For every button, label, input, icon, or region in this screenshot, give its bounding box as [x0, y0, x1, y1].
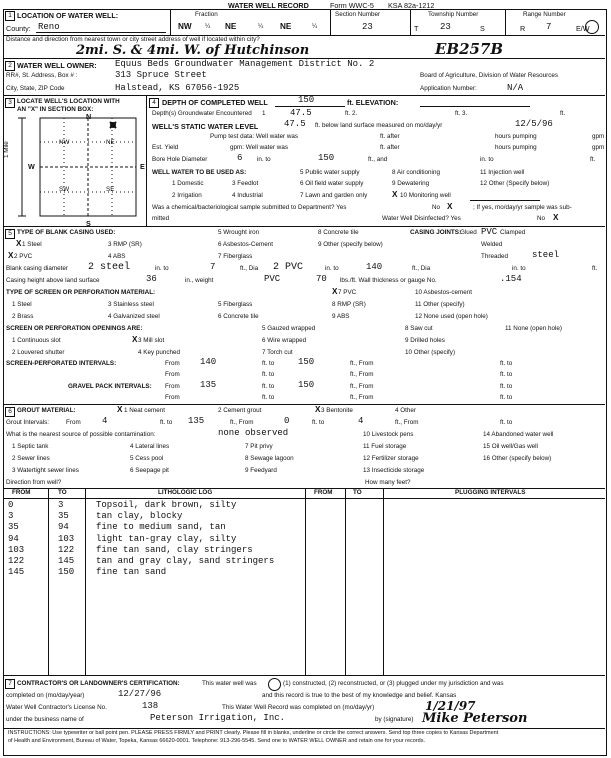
log-description: tan and gray clay, sand stringers	[96, 556, 275, 566]
log-from: 145	[8, 567, 25, 577]
log-description: Topsoil, dark brown, silty	[96, 500, 237, 510]
screen-brass: 2 Brass	[12, 313, 34, 320]
log-from-header: FROM	[12, 489, 31, 496]
gravel-from-label: From	[165, 383, 180, 390]
grout-ft-from: ft., From	[230, 419, 254, 426]
static-level-label: WELL'S STATIC WATER LEVEL	[152, 122, 259, 131]
gravel-to-tail-2: ft. to	[500, 394, 513, 401]
grout-intervals-label: Grout Intervals:	[6, 419, 50, 426]
divider	[170, 9, 171, 35]
section-3-label-2: AN "X" IN SECTION BOX:	[17, 106, 94, 113]
city-label: City, State, ZIP Code	[6, 85, 65, 92]
log-column-line	[85, 488, 86, 675]
source-seepage: 6 Seepage pit	[130, 467, 169, 474]
log-from: 122	[8, 556, 25, 566]
certification-label: CONTRACTOR'S OR LANDOWNER'S CERTIFICATION:	[17, 680, 180, 687]
screen-rmp: 8 RMP (SR)	[332, 301, 366, 308]
certification-line-1a: This water well was	[202, 680, 257, 687]
plug-header: PLUGGING INTERVALS	[455, 489, 526, 496]
casing-rmp: 3 RMP (SR)	[108, 241, 142, 248]
grout-from-value-2: 0	[284, 416, 290, 426]
mile-label: 1 Mile	[3, 141, 10, 158]
casing-diameter-label: Blank casing diameter	[6, 265, 68, 272]
casing-other: 9 Other (specify below)	[318, 241, 383, 248]
static-level-date: 12/5/96	[515, 119, 553, 129]
log-column-line	[383, 488, 384, 675]
casing-ft-dia-2: ft., Dia	[412, 265, 431, 272]
casing-abs: 4 ABS	[108, 253, 126, 260]
source-livestock: 10 Livestock pens	[363, 431, 414, 438]
distance-value: 2mi. S. & 4mi. W. of Hutchinson	[76, 43, 310, 58]
source-fertilizer: 12 Fertilizer storage	[363, 455, 419, 462]
encountered-1: 1	[262, 110, 266, 117]
source-abandoned: 14 Abandoned water well	[483, 431, 554, 438]
distance-label: Distance and direction from nearest town or city street address of well if located within city?	[6, 36, 260, 43]
gravel-ft-to: ft. to	[262, 383, 275, 390]
joints-clamped: Clamped	[500, 229, 526, 236]
divider	[3, 226, 605, 227]
screen-none: 12 None used (open hole)	[415, 313, 488, 320]
screen-pvc-x: X	[332, 287, 338, 296]
depth-value: 150	[298, 95, 315, 105]
grout-from-value: 4	[102, 416, 108, 426]
certification-line-1b: (1) constructed, (2) reconstructed, or (3) plugged under my jurisdiction and was	[283, 680, 504, 687]
opening-none: 11 None (open hole)	[505, 325, 562, 332]
signature-label: by (signature)	[375, 716, 414, 723]
log-to: 103	[58, 534, 75, 544]
encountered-label: Depth(s) Groundwater Encountered	[152, 110, 252, 117]
gravel-ft-from: ft., From	[350, 383, 374, 390]
business-label: under the business name of	[6, 716, 84, 723]
bore-label: Bore Hole Diameter	[152, 156, 208, 163]
fraction-1: NW	[178, 22, 192, 31]
use-oilfield: 6 Oil field water supply	[300, 180, 364, 187]
form-number: Form WWC-5	[330, 1, 374, 10]
plug-from-header: FROM	[314, 489, 333, 496]
source-lateral: 4 Lateral lines	[130, 443, 170, 450]
casing-weight: PVC	[264, 274, 281, 284]
use-irrigation: 2 Irrigation	[172, 192, 202, 199]
screen-pvc: 7 PVC	[338, 289, 357, 296]
casing-diameter-2: 2 PVC	[273, 262, 304, 273]
application-label: Application Number:	[420, 85, 477, 92]
opening-torch: 7 Torch cut	[262, 349, 293, 356]
elevation-line	[420, 106, 530, 107]
business-name: Peterson Irrigation, Inc.	[150, 713, 286, 723]
opening-key: 4 Key punched	[138, 349, 181, 356]
casing-height: 36	[146, 274, 157, 284]
township-label: Township Number	[428, 11, 479, 18]
depth-line	[275, 106, 345, 107]
joints-welded: Welded	[481, 241, 503, 248]
instructions-line-1: INSTRUCTIONS: Use typewriter or ball point pen. PLEASE PRESS FIRMLY and PRINT clearly. Please fill in blanks, underline or circle the correct answers. Send top three copies to Kansas Department	[8, 730, 499, 736]
grout-ft-to-2: ft. to	[312, 419, 325, 426]
plug-to-header: TO	[353, 489, 362, 496]
certification-line-2b: and this record is true to the best of my knowledge and belief. Kansas	[262, 692, 457, 699]
direction-label: Direction from well?	[6, 479, 62, 486]
log-column-line	[48, 488, 49, 675]
log-from: 103	[8, 545, 25, 555]
county-line	[36, 32, 166, 33]
opening-other: 10 Other (specify)	[405, 349, 456, 356]
completed-label: completed on (mo/day/year)	[6, 692, 85, 699]
casing-concrete: 8 Concrete tile	[318, 229, 359, 236]
casing-wrought: 5 Wrought iron	[218, 229, 260, 236]
disinfected-label: Water Well Disinfected? Yes	[382, 215, 461, 222]
est-hours: hours pumping	[495, 144, 537, 151]
log-description: tan clay, blocky	[96, 511, 183, 521]
chem-no-x: X	[447, 202, 453, 211]
grout-ft-to-3: ft. to	[500, 419, 513, 426]
grout-from-label: From	[66, 419, 81, 426]
log-column-line	[305, 488, 306, 675]
log-to: 94	[58, 522, 69, 532]
screen-to-value: 150	[298, 357, 315, 367]
est-after: ft. after	[380, 144, 400, 151]
bore-ft: ft.	[590, 156, 596, 163]
bore-in-to: in. to	[257, 156, 271, 163]
divider	[146, 95, 147, 226]
divider	[3, 498, 605, 499]
screen-from-label-2: From	[165, 371, 180, 378]
west-label: W	[28, 162, 35, 171]
section-2-label: WATER WELL OWNER:	[17, 61, 97, 70]
use-public: 5 Public water supply	[300, 169, 360, 176]
encountered-2: ft. 2.	[345, 110, 358, 117]
screen-concrete: 6 Concrete tile	[218, 313, 259, 320]
grout-ft-from-3: ft., From	[395, 419, 419, 426]
contamination-value: none observed	[218, 428, 289, 438]
grout-neat: 1 Neat cement	[124, 407, 165, 414]
casing-steel: 1 Steel	[22, 241, 42, 248]
screen-ft-from-2: ft., From	[350, 371, 374, 378]
log-from: 3	[8, 511, 14, 521]
log-lithologic-header: LITHOLOGIC LOG	[158, 489, 213, 496]
section-4-number: 4	[149, 98, 159, 108]
address-label: RR#, St. Address, Box # :	[6, 72, 78, 79]
opening-louvered: 2 Louvered shutter	[12, 349, 65, 356]
casing-diameter-1: 2 steel	[88, 262, 131, 273]
screen-galvanized: 4 Galvanized steel	[108, 313, 160, 320]
north-label: N	[86, 112, 92, 121]
source-insecticide: 13 Insecticide storage	[363, 467, 425, 474]
section-1-number: 1	[5, 11, 15, 21]
est-gpm: gpm	[592, 144, 605, 151]
casing-fiberglass: 7 Fiberglass	[218, 253, 253, 260]
fraction-3: NE	[280, 22, 292, 31]
grout-ft-to: ft. to	[160, 419, 173, 426]
grout-label: GROUT MATERIAL:	[17, 407, 76, 414]
section-3-number: 3	[5, 98, 15, 108]
ne-label: NE	[106, 139, 115, 146]
use-other: 12 Other (Specify below)	[480, 180, 550, 187]
section-number-label: Section Number	[335, 11, 381, 18]
opening-sawcut: 8 Saw cut	[405, 325, 433, 332]
gravel-to-tail: ft. to	[500, 383, 513, 390]
owner-city: Halstead, KS 67056-1925	[115, 83, 240, 93]
fraction-2: NE	[225, 22, 237, 31]
casing-ft-dia: ft., Dia	[240, 265, 259, 272]
county-value: Reno	[38, 22, 60, 32]
opening-mill: 3 Mill slot	[138, 337, 165, 344]
ksa-number: KSA 82a-1212	[388, 1, 435, 10]
log-from: 94	[8, 534, 19, 544]
use-domestic: 1 Domestic	[172, 180, 204, 187]
range-ew: E/W	[576, 24, 590, 33]
log-description: fine to medium sand, tan	[96, 522, 226, 532]
use-monitoring: 10 Monitoring well	[400, 192, 451, 199]
se-label: SE	[106, 186, 115, 193]
divider	[330, 9, 331, 35]
log-column-line	[345, 488, 346, 675]
casing-height-label: Casing height above land surface	[6, 277, 100, 284]
record-stamp: EB257B	[435, 40, 504, 58]
east-label: E	[140, 162, 145, 171]
opening-mill-x: X	[132, 335, 138, 344]
static-level-value: 47.5	[284, 119, 306, 129]
screen-from-value: 140	[200, 357, 217, 367]
casing-to-1: 7	[210, 262, 216, 272]
record-completed-date: 1/21/97	[425, 699, 476, 713]
casing-lbs: lbs./ft. Wall thickness or gauge No.	[340, 277, 437, 284]
screen-to-tail: ft. to	[500, 360, 513, 367]
joints-glued-value: PVC	[481, 227, 498, 237]
township-s: S	[480, 24, 485, 33]
divider	[3, 675, 605, 676]
source-pit: 7 Pit privy	[245, 443, 273, 450]
pump-gpm: gpm	[592, 133, 605, 140]
section-7-number: 7	[5, 679, 15, 689]
screen-from-label: From	[165, 360, 180, 367]
casing-gauge: .154	[500, 274, 522, 284]
chem-tail: ; If yes, mo/day/yr sample was sub-	[473, 204, 572, 211]
gravel-from-label-2: From	[165, 394, 180, 401]
fraction-quarter-1: ¼	[205, 23, 211, 30]
source-cess: 5 Cess pool	[130, 455, 164, 462]
use-other-line	[470, 200, 540, 201]
encountered-3: ft. 3.	[455, 110, 468, 117]
county-label: County:	[6, 24, 31, 33]
screen-steel: 1 Steel	[12, 301, 32, 308]
log-description: fine tan sand	[96, 567, 167, 577]
screen-stainless: 3 Stainless steel	[108, 301, 154, 308]
south-label: S	[86, 219, 91, 228]
use-label: WELL WATER TO BE USED AS:	[152, 169, 247, 176]
casing-pvc: 2 PVC	[14, 253, 33, 260]
opening-wire: 6 Wire wrapped	[262, 337, 307, 344]
opening-gauzed: 5 Gauzed wrapped	[262, 325, 316, 332]
license-number: 138	[142, 701, 159, 711]
use-monitoring-x: X	[392, 190, 398, 199]
signature: Mike Peterson	[422, 711, 528, 726]
use-industrial: 4 Industrial	[232, 192, 263, 199]
casing-weight-2: 70	[316, 274, 327, 284]
static-level-tail: ft. below land surface measured on mo/day/yr	[315, 122, 443, 129]
section-5-number: 5	[5, 229, 15, 239]
joints-threaded: Threaded	[481, 253, 508, 260]
log-to: 145	[58, 556, 75, 566]
owner-name: Equus Beds Groundwater Management District No. 2	[115, 59, 375, 69]
gravel-to-value: 150	[298, 380, 315, 390]
chem-no: No	[432, 204, 441, 211]
casing-in-to-1: in. to	[155, 265, 169, 272]
source-septic: 1 Septic tank	[12, 443, 49, 450]
gravel-label: GRAVEL PACK INTERVALS:	[68, 383, 152, 390]
owner-address: 313 Spruce Street	[115, 70, 207, 80]
license-label: Water Well Contractor's License No.	[6, 704, 107, 711]
application-number: N/A	[507, 83, 524, 93]
chem-question: Was a chemical/bacteriological sample submitted to Department? Yes	[152, 204, 347, 211]
contamination-label: What is the nearest source of possible contamination:	[6, 431, 156, 438]
gravel-from-value: 135	[200, 380, 217, 390]
range-label: Range Number	[523, 11, 566, 18]
log-to: 150	[58, 567, 75, 577]
grout-bentonite: 3 Bentonite	[321, 407, 353, 414]
log-to: 3	[58, 500, 64, 510]
source-sewer: 2 Sewer lines	[12, 455, 50, 462]
divider	[3, 728, 605, 729]
casing-steel-x: X	[16, 239, 22, 248]
gravel-ft-from-2: ft., From	[350, 394, 374, 401]
log-to-header: TO	[58, 489, 67, 496]
grout-neat-x: X	[117, 405, 123, 414]
section-6-number: 6	[5, 407, 15, 417]
nw-label: NW	[59, 139, 70, 146]
bore-tail: ft., and	[368, 156, 388, 163]
constructed-circle	[268, 678, 281, 691]
depth-label: DEPTH OF COMPLETED WELL	[162, 98, 268, 107]
use-lawn: 7 Lawn and garden only	[300, 192, 368, 199]
well-dot	[110, 122, 116, 128]
section-value: 23	[362, 22, 373, 32]
bore-in-to-2: in. to	[480, 156, 494, 163]
gravel-ft-to-2: ft. to	[262, 394, 275, 401]
divider	[410, 9, 411, 35]
range-r: R	[520, 24, 526, 33]
fraction-quarter-2: ¼	[258, 23, 264, 30]
mitted-label: mitted	[152, 215, 170, 222]
encountered-ft: ft.	[560, 110, 566, 117]
divider	[3, 404, 605, 405]
log-from: 0	[8, 500, 14, 510]
use-dewatering: 9 Dewatering	[392, 180, 430, 187]
opening-continuous: 1 Continuous slot	[12, 337, 61, 344]
screen-fiberglass: 5 Fiberglass	[218, 301, 253, 308]
casing-label: TYPE OF BLANK CASING USED:	[17, 229, 116, 236]
screen-abs: 9 ABS	[332, 313, 350, 320]
joints-threaded-value: steel	[532, 250, 560, 260]
disinfected-x: X	[553, 213, 559, 222]
use-feedlot: 3 Feedlot	[232, 180, 259, 187]
fraction-label: Fraction	[195, 11, 218, 18]
grout-cement: 2 Cement grout	[218, 407, 262, 414]
section-1-label: LOCATION OF WATER WELL:	[17, 11, 119, 20]
township-t: T	[414, 24, 419, 33]
bore-diameter: 6	[237, 153, 243, 163]
township-value: 23	[440, 22, 451, 32]
grout-to-value: 135	[188, 416, 205, 426]
screen-to-tail-2: ft. to	[500, 371, 513, 378]
openings-label: SCREEN OR PERFORATION OPENINGS ARE:	[6, 325, 143, 332]
source-oilgas: 15 Oil well/Gas well	[483, 443, 538, 450]
log-to: 35	[58, 511, 69, 521]
source-feedyard: 9 Feedyard	[245, 467, 277, 474]
elevation-label: ft. ELEVATION:	[347, 98, 399, 107]
record-title: WATER WELL RECORD	[228, 1, 309, 10]
screen-intervals-label: SCREEN-PERFORATED INTERVALS:	[6, 360, 117, 367]
log-to: 122	[58, 545, 75, 555]
source-other: 16 Other (specify below)	[483, 455, 552, 462]
divider	[505, 9, 506, 35]
pump-after: ft. after	[380, 133, 400, 140]
completed-date: 12/27/96	[118, 689, 162, 699]
casing-asbestos: 6 Asbestos-Cement	[218, 241, 273, 248]
opening-drilled: 9 Drilled holes	[405, 337, 445, 344]
joints-glued: Glued	[460, 229, 477, 236]
casing-to-2: 140	[366, 262, 383, 272]
source-lagoon: 8 Sewage lagoon	[245, 455, 294, 462]
range-w-circle	[585, 20, 599, 34]
casing-ft-end: ft.	[592, 265, 598, 272]
log-description: fine tan sand, clay stringers	[96, 545, 253, 555]
screen-ft-from: ft., From	[350, 360, 374, 367]
record-completed-label: This Water Well Record was completed on (mo/day/yr)	[222, 704, 375, 711]
screen-other: 11 Other (specify)	[415, 301, 465, 308]
instructions-line-2: of Health and Environment, Bureau of Water, Topeka, Kansas 66620-0001. Telephone: 913-296-5545. Send one to WATER WELL OWNER and retain one for your records.	[8, 738, 426, 744]
pump-hours: hours pumping	[495, 133, 537, 140]
source-watertight: 3 Watertight sewer lines	[12, 467, 79, 474]
disinfected-no: No	[537, 215, 546, 222]
screen-ft-to-2: ft. to	[262, 371, 275, 378]
casing-joints-label: CASING JOINTS:	[410, 229, 462, 236]
screen-asbestos: 10 Asbestos-cement	[415, 289, 473, 296]
log-from: 35	[8, 522, 19, 532]
fraction-quarter-3: ¼	[312, 23, 318, 30]
grout-to-value-2: 4	[358, 416, 364, 426]
casing-in-to-3: in. to	[512, 265, 526, 272]
source-fuel: 11 Fuel storage	[363, 443, 407, 450]
range-value: 7	[546, 22, 552, 32]
est-yield-label: Est. Yield	[152, 144, 179, 151]
casing-pvc-x: X	[8, 251, 14, 260]
pump-test-label: Pump test data: Well water was	[210, 133, 299, 140]
how-many-label: How many feet?	[365, 479, 411, 486]
est-yield-mid: gpm: Well water was	[230, 144, 288, 151]
encountered-value: 47.5	[290, 108, 312, 118]
grout-other: 4 Other	[395, 407, 416, 414]
use-injection: 11 Injection well	[480, 169, 525, 176]
section-2-number: 2	[5, 61, 15, 71]
casing-in-to-2: in. to	[325, 265, 339, 272]
sw-label: SW	[59, 186, 70, 193]
board-label: Board of Agriculture, Division of Water Resources	[420, 72, 559, 79]
casing-in-weight: in., weight	[185, 277, 214, 284]
grout-bentonite-x: X	[315, 405, 321, 414]
bore-to: 150	[318, 153, 335, 163]
log-description: light tan-gray clay, silty	[96, 534, 237, 544]
screen-type-label: TYPE OF SCREEN OR PERFORATION MATERIAL:	[6, 289, 156, 296]
use-air: 8 Air conditioning	[392, 169, 440, 176]
section-3-label: LOCATE WELL'S LOCATION WITH	[17, 98, 120, 105]
screen-ft-to: ft. to	[262, 360, 275, 367]
